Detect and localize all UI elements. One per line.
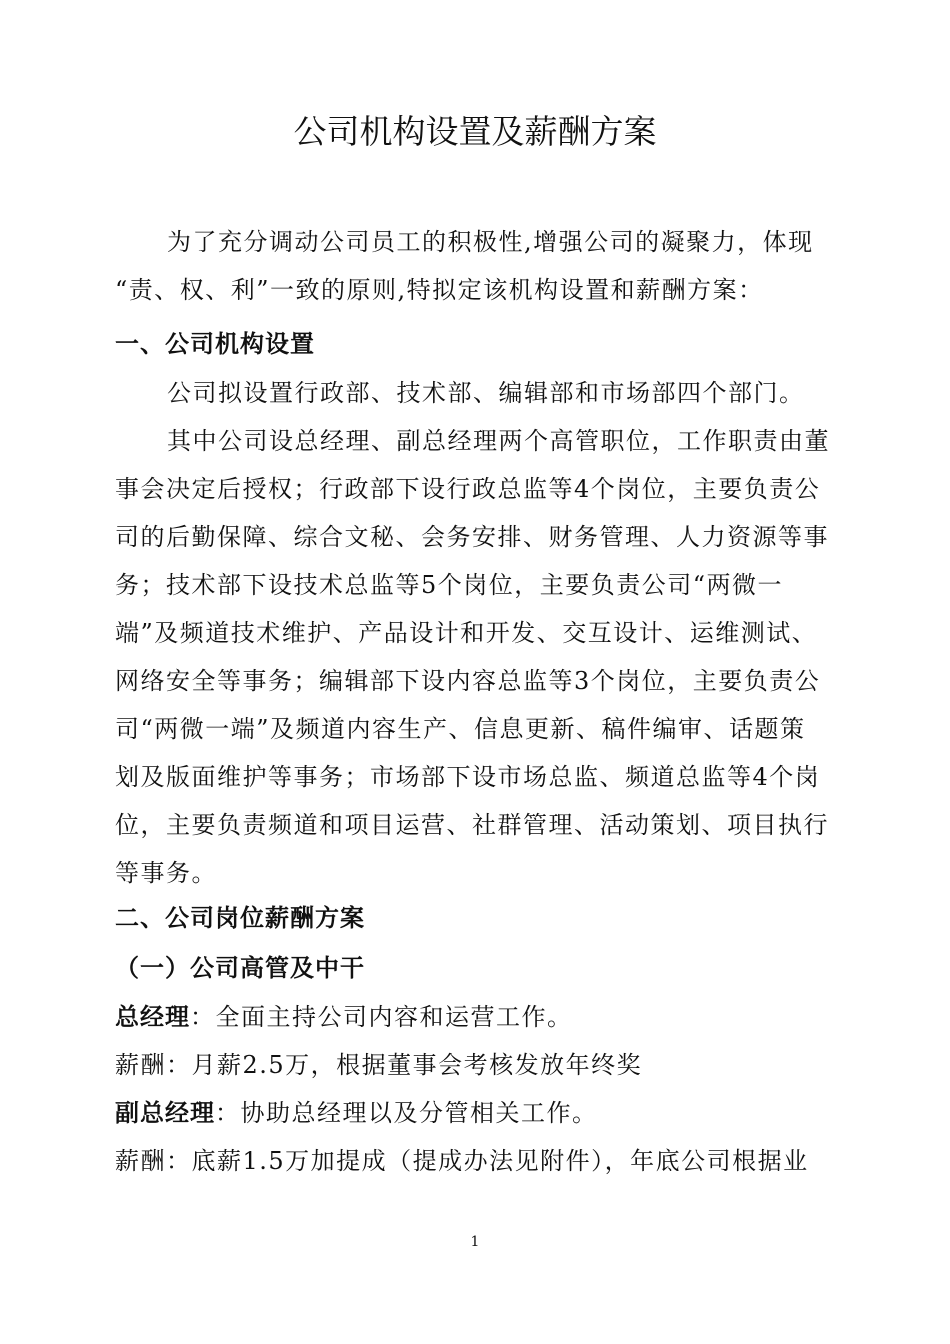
page-number: 1	[470, 1234, 480, 1250]
intro-line-2: “责、权、利”一致的原则,特拟定该机构设置和薪酬方案：	[115, 276, 764, 304]
dgm-label: 副总经理	[115, 1099, 215, 1127]
section1-para2-line: 事会决定后授权；行政部下设行政总监等4个岗位，主要负责公	[115, 475, 821, 503]
dgm-duty: ：协助总经理以及分管相关工作。	[215, 1099, 598, 1127]
intro-line-1: 为了充分调动公司员工的积极性,增强公司的凝聚力，体现	[167, 228, 814, 256]
section1-para2-line: 划及版面维护等事务；市场部下设市场总监、频道总监等4个岗	[115, 763, 821, 791]
section1-para2-line: 位，主要负责频道和项目运营、社群管理、活动策划、项目执行	[115, 811, 829, 839]
section1-para2-line: 司的后勤保障、综合文秘、会务安排、财务管理、人力资源等事	[115, 523, 829, 551]
section2-heading: 二、公司岗位薪酬方案	[115, 904, 365, 932]
section1-para2-line: 其中公司设总经理、副总经理两个高管职位，工作职责由董	[167, 427, 830, 455]
gm-salary: 薪酬：月薪2.5万，根据董事会考核发放年终奖	[115, 1051, 643, 1079]
section1-para2-line: 等事务。	[115, 859, 217, 887]
dgm-salary: 薪酬：底薪1.5万加提成（提成办法见附件），年底公司根据业	[115, 1147, 809, 1175]
gm-label: 总经理	[115, 1003, 190, 1031]
section2-subheading: （一）公司高管及中干	[115, 954, 365, 982]
gm-duty: ：全面主持公司内容和运营工作。	[190, 1003, 573, 1031]
gm-duty-line	[115, 999, 573, 1035]
section1-para2-line: 网络安全等事务；编辑部下设内容总监等3个岗位，主要负责公	[115, 667, 821, 695]
section1-para1: 公司拟设置行政部、技术部、编辑部和市场部四个部门。	[167, 379, 805, 407]
section1-para2-line: 务；技术部下设技术总监等5个岗位，主要负责公司“两微一	[115, 571, 784, 599]
section1-heading: 一、公司机构设置	[115, 330, 315, 358]
dgm-duty-line	[115, 1095, 598, 1131]
section1-para2-line: 端”及频道技术维护、产品设计和开发、交互设计、运维测试、	[115, 619, 818, 647]
document-title: 公司机构设置及薪酬方案	[293, 112, 657, 151]
section1-para2-line: 司“两微一端”及频道内容生产、信息更新、稿件编审、话题策	[115, 715, 806, 743]
